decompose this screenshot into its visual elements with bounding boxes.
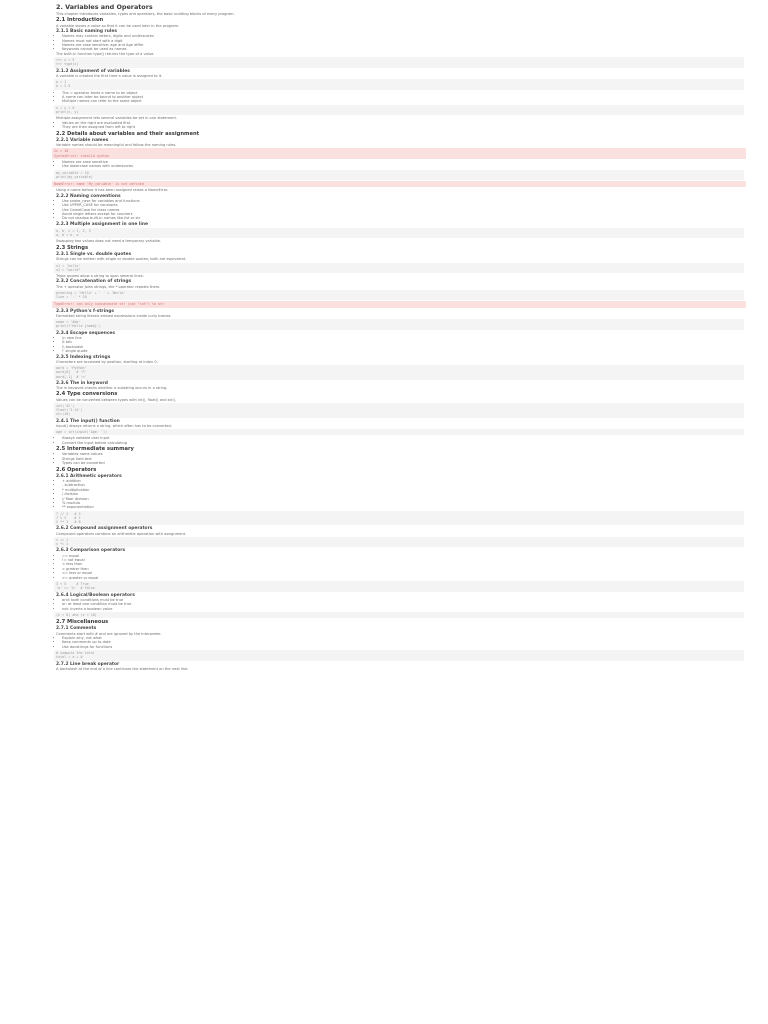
list-item: • Use docstrings for functions <box>62 645 742 649</box>
subsection-heading: 2.6.2 Compound assignment operators <box>56 526 153 532</box>
paragraph: Compound operators combine an arithmetic operation with assignment. <box>56 531 187 536</box>
list-item: • - subtraction <box>62 483 742 487</box>
paragraph: The in keyword checks whether a substring occurs in a string. <box>56 385 168 390</box>
list-item: • Names may contain letters, digits and underscores <box>62 34 742 38</box>
paragraph: input() always returns a string, which often has to be converted. <box>56 423 172 428</box>
code-block: >>> x = 5 >>> type(x) <box>54 57 744 67</box>
paragraph: Formatted string literals embed expressions inside curly braces. <box>56 313 172 318</box>
list-item: • or: at least one condition must be true <box>62 602 742 606</box>
list-item: • Use UPPER_CASE for constants <box>62 203 742 207</box>
code-block: name = 'Ada' print(f'Hello {name}') <box>54 319 744 329</box>
list-item: • Variables name values <box>62 452 742 456</box>
paragraph: This chapter introduces variables, types and operators, the basic building blocks of every program. <box>56 12 235 16</box>
list-item: • Avoid single letters except for counters <box>62 212 742 216</box>
document-title: 2. Variables and Operators <box>56 3 153 11</box>
code-block: x = y = 0 print(x, y) <box>54 105 744 115</box>
list-item: • \t tab <box>62 340 742 344</box>
subsection-heading: 2.3.4 Escape sequences <box>56 330 116 336</box>
section-heading: 2.2 Details about variables and their assignment <box>56 130 200 137</box>
subsection-heading: 2.6.1 Arithmetic operators <box>56 473 122 479</box>
list-item: • Use lowercase names with underscores <box>62 164 742 168</box>
list-item: • \n new line <box>62 336 742 340</box>
subsection-heading: 2.1.2 Assignment of variables <box>56 68 130 74</box>
paragraph: Values can be converted between types with int(), float() and str(). <box>56 397 177 402</box>
bullet-list <box>56 336 742 354</box>
subsection-heading: 2.3.3 Python's f-strings <box>56 308 114 314</box>
subsection-heading: 2.2.2 Naming conventions <box>56 193 121 199</box>
bullet-list <box>56 452 742 465</box>
error-output: 2x = 10 SyntaxError: invalid syntax <box>52 148 746 158</box>
document-body <box>56 12 742 671</box>
section-heading: 2.3 Strings <box>56 244 89 251</box>
list-item: • Keywords cannot be used as names <box>62 47 742 51</box>
list-item: • Convert the input before calculating <box>62 441 742 445</box>
bullet-list <box>56 34 742 52</box>
bullet-list <box>56 91 742 104</box>
code-block: s1 = 'hello' s2 = "world" <box>54 263 744 273</box>
list-item: • Explain why, not what <box>62 636 742 640</box>
section-heading: 2.6 Operators <box>56 466 97 473</box>
paragraph: Using a name before it has been assigned raises a NameError. <box>56 188 169 193</box>
list-item: • The = operator binds a name to an object <box>62 91 742 95</box>
list-item: • not: inverts a boolean value <box>62 607 742 611</box>
paragraph: Variable names should be meaningful and follow the naming rules. <box>56 142 177 147</box>
paragraph: Triple quotes allow a string to span several lines. <box>56 274 144 279</box>
list-item: • A name can later be bound to another object <box>62 95 742 99</box>
list-item: • Use CamelCase for class names <box>62 208 742 212</box>
list-item: • * multiplication <box>62 488 742 492</box>
list-item: • % modulo <box>62 501 742 505</box>
list-item: • >= greater or equal <box>62 576 742 580</box>
subsection-heading: 2.2.3 Multiple assignment in one line <box>56 221 148 227</box>
subsection-heading: 2.6.4 Logical/Boolean operators <box>56 592 135 598</box>
subsection-heading: 2.3.6 The in keyword <box>56 380 108 386</box>
code-block: (x > 0) and (x < 10) <box>54 612 744 618</box>
list-item: • < less than <box>62 562 742 566</box>
subsection-heading: 2.4.1 The input() function <box>56 418 120 424</box>
list-item: • Values on the right are evaluated first <box>62 121 742 125</box>
paragraph: A variable is created the first time a value is assigned to it. <box>56 73 163 78</box>
list-item: • \' single quote <box>62 349 742 353</box>
paragraph: The + operator joins strings, the * operator repeats them. <box>56 284 161 289</box>
section-heading: 2.4 Type conversions <box>56 391 118 398</box>
list-item: • + addition <box>62 479 742 483</box>
bullet-list <box>56 479 742 510</box>
subsection-heading: 2.3.5 Indexing strings <box>56 354 111 360</box>
code-block: int('42') float('3.14') str(10) <box>54 403 744 418</box>
paragraph: A variable stores a value so that it can be used later in the program. <box>56 23 180 28</box>
document <box>56 3 742 671</box>
list-item: • > greater than <box>62 567 742 571</box>
list-item: • Names must not start with a digit <box>62 39 742 43</box>
bullet-list <box>56 199 742 221</box>
list-item: • ** exponentiation <box>62 505 742 509</box>
list-item: • Names are case sensitive: age and Age differ <box>62 43 742 47</box>
bullet-list <box>56 554 742 580</box>
code-block: 3 < 5 # True 'a' == 'b' # False <box>54 581 744 591</box>
paragraph: Characters are accessed by position, starting at index 0. <box>56 359 158 364</box>
paragraph: Comments start with # and are ignored by the interpreter. <box>56 631 162 636</box>
list-item: • \\ backslash <box>62 345 742 349</box>
paragraph: Swapping two values does not need a temporary variable. <box>56 239 162 244</box>
list-item: • Always validate user input <box>62 436 742 440</box>
subsection-heading: 2.1.1 Basic naming rules <box>56 29 117 35</box>
list-item: • != not equal <box>62 558 742 562</box>
code-block: x += 1 x *= 2 <box>54 537 744 547</box>
paragraph: The built-in function type() returns the type of a value. <box>56 51 155 56</box>
list-item: • and: both conditions must be true <box>62 598 742 602</box>
subsection-heading: 2.7.2 Line break operator <box>56 661 120 667</box>
code-block: a, b, c = 1, 2, 3 a, b = b, a <box>54 228 744 238</box>
code-block: word = 'Python' word[0] # 'P' word[-1] # 'n' <box>54 365 744 380</box>
paragraph: Multiple assignment lets several variables be set in one statement. <box>56 116 178 121</box>
list-item: • == equal <box>62 554 742 558</box>
paragraph: A backslash at the end of a line continues the statement on the next line. <box>56 666 189 671</box>
code-block: a = 1 b = 2.5 <box>54 79 744 89</box>
paragraph: Strings can be written with single or double quotes; both are equivalent. <box>56 257 187 262</box>
bullet-list <box>56 160 742 169</box>
code-block: greeting = 'Hello' + ' ' + 'World' line = '-' * 20 <box>54 290 744 300</box>
code-block: age = int(input('Age: ')) <box>54 429 744 435</box>
bullet-list <box>56 436 742 445</box>
code-block: 7 // 2 # 3 7 % 2 # 1 2 ** 3 # 8 <box>54 511 744 526</box>
list-item: • Do not shadow built-in names like list or str <box>62 216 742 220</box>
list-item: • / division <box>62 492 742 496</box>
subsection-heading: 2.6.3 Comparison operators <box>56 548 126 554</box>
error-output: NameError: name 'My_variable' is not defined <box>52 181 746 187</box>
subsection-heading: 2.7.1 Comments <box>56 626 97 632</box>
section-heading: 2.5 Intermediate summary <box>56 446 134 453</box>
code-block: my_variable = 10 print(my_variable) <box>54 170 744 180</box>
list-item: • Use snake_case for variables and functions <box>62 199 742 203</box>
section-heading: 2.1 Introduction <box>56 17 104 24</box>
bullet-list <box>56 121 742 130</box>
code-block: # compute the total total = a + b <box>54 650 744 660</box>
list-item: • <= less or equal <box>62 571 742 575</box>
bullet-list <box>56 636 742 649</box>
subsection-heading: 2.3.1 Single vs. double quotes <box>56 252 132 258</box>
list-item: • Names are case sensitive <box>62 160 742 164</box>
list-item: • Multiple names can refer to the same object <box>62 99 742 103</box>
list-item: • They are then assigned from left to right <box>62 125 742 129</box>
subsection-heading: 2.3.2 Concatenation of strings <box>56 279 132 285</box>
list-item: • Types can be converted <box>62 461 742 465</box>
section-heading: 2.7 Miscellaneous <box>56 619 109 626</box>
list-item: • Keep comments up to date <box>62 640 742 644</box>
bullet-list <box>56 598 742 611</box>
subsection-heading: 2.2.1 Variable names <box>56 137 109 143</box>
list-item: • // floor division <box>62 497 742 501</box>
error-output: TypeError: can only concatenate str (not "int") to str <box>52 301 746 307</box>
list-item: • Strings hold text <box>62 457 742 461</box>
